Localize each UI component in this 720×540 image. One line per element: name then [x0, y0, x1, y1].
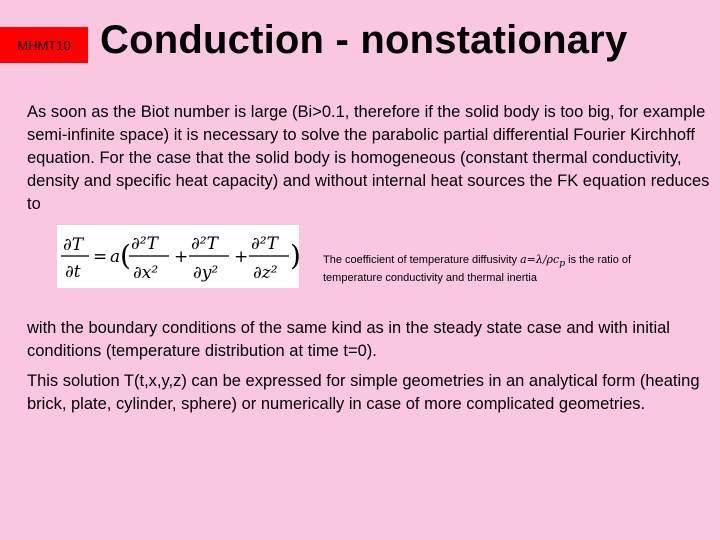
eq-open-paren: ( — [120, 239, 131, 272]
intro-paragraph: As soon as the Biot number is large (Bi>0.1, therefore if the solid body is too big, for example semi-infinite space) it is necessary to solve the parabolic partial differential Fourier Kirchhoff equation. For the case that the solid body is homogeneous (constant thermal conductivity, density and specific heat capacity) and without internal heat sources the FK equation reduces to — [27, 103, 710, 213]
eq-term1-numerator: ∂²T — [131, 234, 158, 254]
diffusivity-note-suffix: is the ratio of temperature conductivity and thermal inertia — [323, 254, 632, 285]
eq-plus-2: + — [234, 247, 249, 267]
eq-plus-1: + — [174, 247, 189, 267]
diffusivity-note-prefix: The coefficient of temperature diffusivity — [323, 254, 518, 266]
eq-lhs-denominator: ∂t — [65, 262, 81, 282]
eq-term1-denominator: ∂x² — [133, 263, 159, 283]
solution-paragraph: This solution T(t,x,y,z) can be expressed for simple geometries in an analytical form (heating brick, plate, cylinder, sphere) or numerically in case of more complicated geometries. — [27, 372, 700, 413]
eq-equals: = — [93, 247, 108, 267]
slide-badge-label: MHMT10 — [17, 37, 71, 53]
eq-term2-denominator: ∂y² — [193, 263, 219, 283]
eq-term2-numerator: ∂²T — [191, 234, 218, 254]
eq-lhs-numerator: ∂T — [63, 235, 84, 255]
eq-coefficient: a — [110, 247, 121, 267]
fourier-kirchhoff-equation — [57, 225, 299, 288]
eq-term3-numerator: ∂²T — [251, 234, 278, 254]
eq-term3-denominator: ∂z² — [253, 263, 278, 283]
eq-close-paren: ) — [290, 239, 301, 272]
diffusivity-note — [323, 252, 683, 286]
slide-badge — [0, 27, 88, 63]
diffusivity-formula: $a=\lambda/\rho c_p$ — [520, 253, 566, 270]
page-title: Conduction - nonstationary — [100, 18, 628, 62]
boundary-conditions-paragraph: with the boundary conditions of the same kind as in the steady state case and with initial conditions (temperature distribution at time t=0). — [27, 319, 670, 360]
